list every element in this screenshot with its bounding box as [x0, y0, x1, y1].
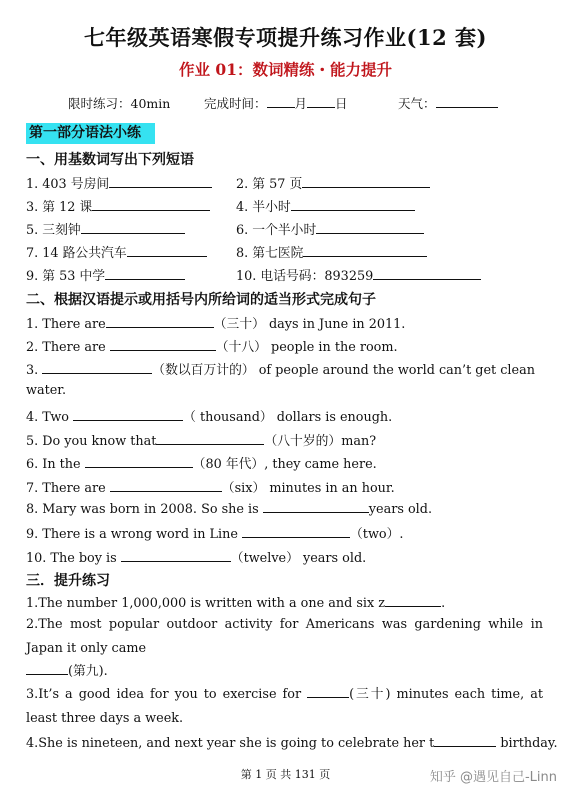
answer-blank [385, 594, 441, 607]
answer-blank [106, 315, 214, 328]
weather [398, 94, 498, 112]
finish-time [204, 94, 348, 112]
answer-blank [109, 175, 212, 188]
answer-blank [263, 500, 369, 513]
answer-blank [242, 525, 350, 538]
answer-blank [302, 175, 430, 188]
list-item: 8. 第七医院 [236, 242, 427, 261]
zhihu-watermark: 知乎 @遇见自己-Linn [429, 770, 557, 785]
list-item: 3. （数以百万计的） of people around the world can’t get clean [26, 363, 535, 378]
answer-blank [373, 267, 481, 280]
question-2: 2.The most popular outdoor activity for Americans was gardening while in Japan it only came (第九). [26, 617, 543, 679]
answer-blank [307, 685, 349, 698]
list-item: 9. 第 53 中学 [26, 265, 185, 284]
list-item: 10. 电话号码：893259 [236, 265, 481, 284]
list-item: 1. 403 号房间 [26, 173, 212, 192]
list-item: 8. Mary was born in 2008. So she is years old. [26, 502, 433, 517]
section-three-heading: 三．提升练习 [26, 573, 110, 589]
answer-blank [92, 198, 210, 211]
list-item: 5. Do you know that （八十岁的）man? [26, 434, 377, 449]
answer-blank [110, 479, 222, 492]
answer-blank [105, 267, 185, 280]
question-3: 3.It’s a good idea for you to exercise for (三十) minutes each time, at least three days a week. [26, 687, 543, 726]
list-item: 1. There are （三十） days in June in 2011. [26, 317, 406, 332]
list-item: 2. There are （十八） people in the room. [26, 340, 398, 355]
answer-blank [127, 244, 207, 257]
answer-blank [110, 338, 216, 351]
list-item: 3. 第 12 课 [26, 196, 210, 215]
page-title: 七年级英语寒假专项提升练习作业(12 套) [84, 25, 487, 50]
weather-label: 天气： [398, 96, 436, 111]
list-item: 10. The boy is （twelve） years old. [26, 551, 367, 566]
finish-time-label: 完成时间： [204, 96, 267, 111]
list-item: 4. Two （ thousand） dollars is enough. [26, 410, 393, 425]
answer-blank [121, 549, 231, 562]
list-item: 6. 一个半小时 [236, 219, 424, 238]
list-item: 2. 第 57 页 [236, 173, 430, 192]
answer-blank [291, 198, 415, 211]
section-two-heading: 二、根据汉语提示或用括号内所给词的适当形式完成句子 [26, 292, 376, 308]
answer-blank [303, 244, 427, 257]
assignment-subtitle: 作业 01：数词精练・能力提升 [179, 60, 392, 79]
day-label: 日 [335, 96, 348, 111]
list-item: 7. There are （six） minutes in an hour. [26, 481, 395, 496]
answer-blank [156, 432, 264, 445]
answer-blank [85, 455, 193, 468]
answer-blank [316, 221, 424, 234]
question-1: 1.The number 1,000,000 is written with a one and six z . [26, 596, 446, 611]
list-item: 4. 半小时 [236, 196, 415, 215]
answer-blank [73, 408, 183, 421]
day-blank [307, 95, 335, 108]
page-number-footer: 第 1 页 共 131 页 [240, 768, 331, 781]
part-one-heading: 第一部分语法小练 [26, 123, 155, 144]
answer-blank [26, 662, 68, 675]
section-one-heading: 一、用基数词写出下列短语 [26, 152, 194, 168]
list-item: water. [26, 383, 67, 398]
answer-blank [434, 734, 496, 747]
weather-blank [436, 95, 498, 108]
time-limit: 限时练习：40min [68, 96, 171, 111]
list-item: 6. In the （80 年代）, they came here. [26, 457, 377, 472]
answer-blank [42, 361, 152, 374]
list-item: 7. 14 路公共汽车 [26, 242, 207, 261]
month-label: 月 [294, 96, 308, 111]
month-blank [267, 95, 295, 108]
list-item: 5. 三刻钟 [26, 219, 185, 238]
list-item: 9. There is a wrong word in Line （two）. [26, 527, 404, 542]
question-4: 4.She is nineteen, and next year she is going to celebrate her t birthday. [26, 736, 558, 751]
answer-blank [81, 221, 185, 234]
